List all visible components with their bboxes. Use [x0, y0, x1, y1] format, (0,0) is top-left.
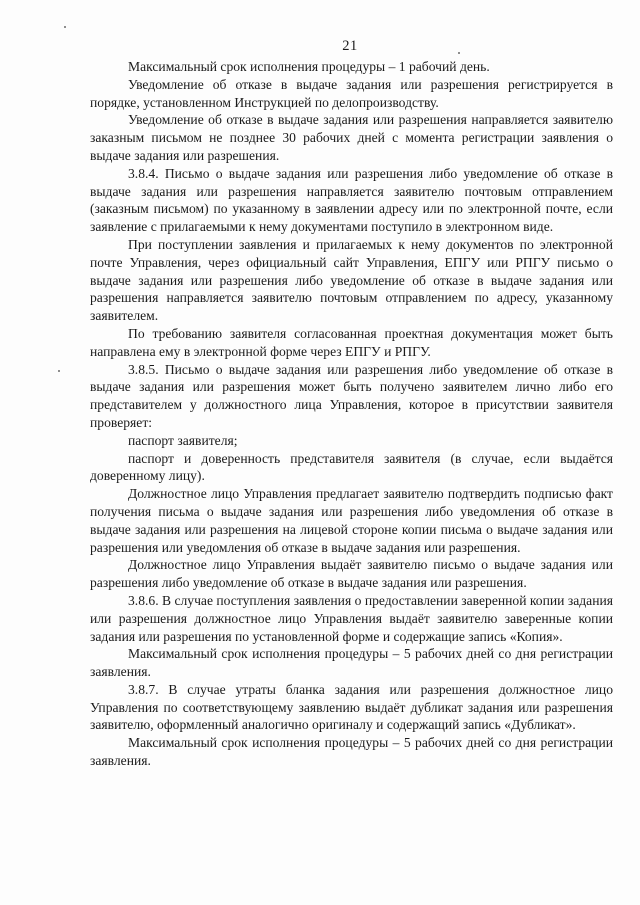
paragraph: Уведомление об отказе в выдаче задания или разрешения регистрируется в порядке, установленном Инструкцией по делопроизводству.	[90, 76, 613, 110]
paragraph: Максимальный срок исполнения процедуры – 5 рабочих дней со дня регистрации заявления.	[90, 735, 613, 769]
paragraph-3-8-4: 3.8.4. Письмо о выдаче задания или разрешения либо уведомление об отказе в выдаче задания или разрешения направляется заявителю почтовым отправлением (заказным письмом) по указанному в заявлении адресу или по электронной почте, если заявление с прилагаемыми к нему документами поступило в электронном виде.	[90, 165, 613, 235]
paragraph-3-8-6: 3.8.6. В случае поступления заявления о предоставлении заверенной копии задания или разрешения должностное лицо Управления выдаёт заявителю заверенные копии задания или разрешения по установленной форме и содержащие запись «Копия».	[90, 592, 613, 644]
page-number: 21	[342, 38, 358, 54]
list-item: паспорт и доверенность представителя заявителя (в случае, если выдаётся доверенному лицу).	[90, 450, 613, 484]
paragraph: Должностное лицо Управления предлагает заявителю подтвердить подписью факт получения письма о выдаче задания или разрешения либо уведомления об отказе в выдаче задания или разрешения на лицевой стороне копии письма о выдаче задания или разрешения или уведомления об отказе в выдаче задания или разрешения.	[90, 486, 613, 555]
paragraph-3-8-5: 3.8.5. Письмо о выдаче задания или разрешения либо уведомление об отказе в выдаче задания или разрешения может быть получено заявителем лично либо его представителем у должностного лица Управления, которое в присутствии заявителя проверяет:	[90, 361, 613, 430]
paragraph: Максимальный срок исполнения процедуры – 5 рабочих дней со дня регистрации заявления.	[90, 646, 613, 680]
paragraph: Должностное лицо Управления выдаёт заявителю письмо о выдаче задания или разрешения либо уведомление об отказе в выдаче задания или разрешения.	[90, 557, 613, 591]
scan-speck	[58, 370, 60, 372]
scan-speck	[64, 26, 66, 28]
paragraph: Максимальный срок исполнения процедуры – 1 рабочий день.	[128, 59, 490, 74]
paragraph: Уведомление об отказе в выдаче задания или разрешения направляется заявителю заказным письмом не позднее 30 рабочих дней с момента регистрации заявления о выдаче задания или разрешения.	[90, 112, 613, 163]
paragraph: По требованию заявителя согласованная проектная документация может быть направлена ему в электронной форме через ЕПГУ и РПГУ.	[90, 325, 613, 359]
body-text	[90, 58, 613, 770]
list-item: паспорт заявителя;	[128, 432, 238, 448]
paragraph-3-8-7: 3.8.7. В случае утраты бланка задания или разрешения должностное лицо Управления по соответствующему заявлению выдаёт дубликат задания или разрешения заявителю, оформленный аналогично оригиналу и содержащий запись «Дубликат».	[90, 681, 613, 733]
paragraph: При поступлении заявления и прилагаемых к нему документов по электронной почте Управления, через официальный сайт Управления, ЕПГУ или РПГУ письмо о выдаче задания или разрешения либо уведомление об отказе в выдаче задания или разрешения направляется заявителю почтовым отправлением по адресу, указанному заявителем.	[90, 236, 613, 324]
